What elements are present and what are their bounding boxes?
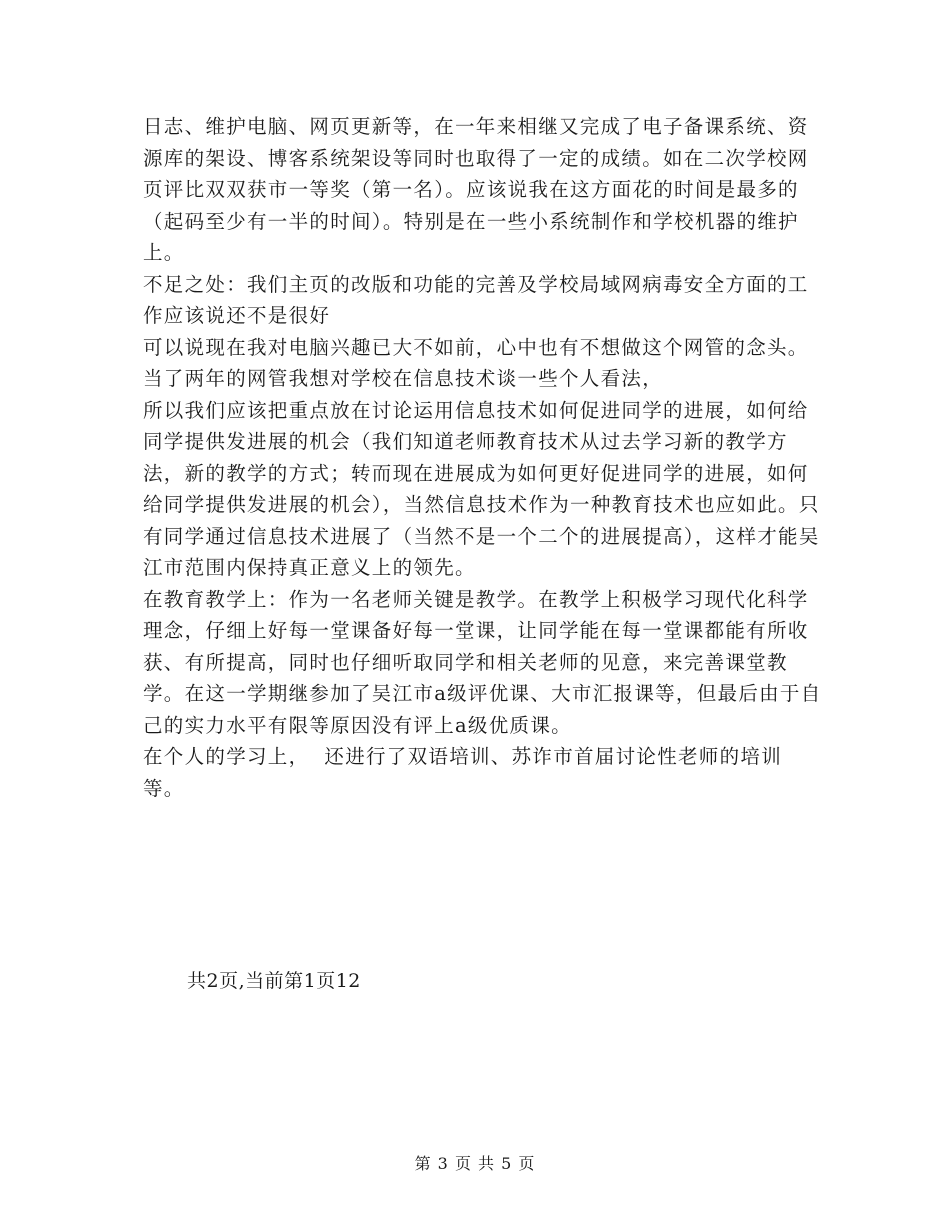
pagination-note: 共2页,当前第1页12 bbox=[187, 970, 361, 992]
paragraph: 日志、维护电脑、网页更新等，在一年来相继又完成了电子备课系统、资源库的架设、博客系统架设等同时也取得了一定的成绩。如在二次学校网页评比双双获市一等奖（第一名）。应该说我在这方面花的时间是最多的（起码至少有一半的时间）。特别是在一些小系统制作和学校机器的维护上。 bbox=[143, 115, 809, 264]
paragraph: 在个人的学习上， 还进行了双语培训、苏诈市首届讨论性老师的培训等。 bbox=[143, 745, 782, 800]
paragraph: 所以我们应该把重点放在讨论运用信息技术如何促进同学的进展，如何给同学提供发进展的机会（我们知道老师教育技术从过去学习新的教学方法，新的教学的方式；转而现在进展成为如何更好促进同学的进展，如何给同学提供发进展的机会），当然信息技术作为一种教育技术也应如此。只有同学通过信息技术进展了（当然不是一个二个的进展提高），这样才能吴江市范围内保持真正意义上的领先。 bbox=[143, 398, 820, 579]
page-footer: 第 3 页 共 5 页 bbox=[414, 1154, 536, 1173]
paragraph: 可以说现在我对电脑兴趣已大不如前，心中也有不想做这个网管的念头。 bbox=[143, 335, 809, 359]
paragraph: 不足之处：我们主页的改版和功能的完善及学校局域网病毒安全方面的工作应该说还不是很好 bbox=[143, 272, 809, 327]
paragraph: 在教育教学上：作为一名老师关键是教学。在教学上积极学习现代化科学理念，仔细上好每一堂课备好每一堂课，让同学能在每一堂课都能有所收获、有所提高，同时也仔细听取同学和相关老师的见意，来完善课堂教学。在这一学期继参加了吴江市a级评优课、大市汇报课等，但最后由于自己的实力水平有限等原因没有评上a级优质课。 bbox=[143, 587, 822, 737]
body-text bbox=[143, 111, 823, 804]
paragraph: 当了两年的网管我想对学校在信息技术谈一些个人看法， bbox=[143, 367, 664, 390]
